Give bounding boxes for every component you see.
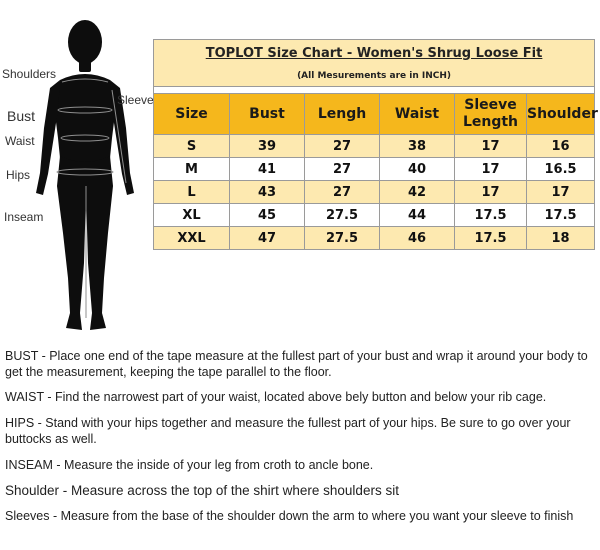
waist-cell: 46 [380,227,455,250]
sleeve-label: Sleeve [117,93,154,107]
sleeve-length-cell: 17.5 [455,204,527,227]
shoulder-cell: 16.5 [527,158,595,181]
inseam-label: Inseam [4,210,44,224]
bust-cell: 47 [230,227,305,250]
waist-cell: 40 [380,158,455,181]
sleeves-instruction: Sleeves - Measure from the base of the shoulder down the arm to where you want your sleeve to finish [5,509,574,523]
waist-cell: 42 [380,181,455,204]
column-header-size: Size [154,94,230,135]
bust-cell: 39 [230,135,305,158]
size-cell: XL [154,204,230,227]
size-chart-table [153,39,598,250]
sleeve-length-cell: 17 [455,135,527,158]
bust-cell: 41 [230,158,305,181]
shoulder-cell: 16 [527,135,595,158]
waist-cell: 38 [380,135,455,158]
bust-cell: 45 [230,204,305,227]
shoulder-cell: 17.5 [527,204,595,227]
shoulder-cell: 18 [527,227,595,250]
size-cell: L [154,181,230,204]
column-header-length: Lengh [305,94,380,135]
sleeve-length-cell: 17.5 [455,227,527,250]
length-cell: 27 [305,181,380,204]
shoulders-label: Shoulders [2,67,57,81]
length-cell: 27 [305,158,380,181]
column-header-waist: Waist [380,94,455,135]
waist-instruction: WAIST - Find the narrowest part of your waist, located above bely button and below your rib cage. [5,390,547,404]
table-row [154,204,595,227]
table-row [154,135,595,158]
table-header-row [154,94,595,135]
inseam-instruction: INSEAM - Measure the inside of your leg from croth to ancle bone. [5,458,374,472]
size-cell: M [154,158,230,181]
chart-subtitle: (All Mesurements are in INCH) [154,66,595,87]
length-cell: 27.5 [305,204,380,227]
sleeve-length-cell: 17 [455,181,527,204]
length-cell: 27.5 [305,227,380,250]
table-row [154,181,595,204]
table-row [154,227,595,250]
hips-label: Hips [6,168,31,182]
hips-instruction: HIPS - Stand with your hips together and measure the fullest part of your hips. Be sure to go over your buttocks as well. [5,416,571,446]
shoulder-cell: 17 [527,181,595,204]
column-header-bust: Bust [230,94,305,135]
sleeve-length-cell: 17 [455,158,527,181]
bust-cell: 43 [230,181,305,204]
waist-label: Waist [5,134,35,148]
column-header-shoulder: Shoulder [527,94,595,135]
column-header-sleeve-length: Sleeve Length [455,94,527,135]
chart-title: TOPLOT Size Chart - Women's Shrug Loose Fit [154,40,595,67]
shoulder-instruction: Shoulder - Measure across the top of the shirt where shoulders sit [5,483,399,498]
size-cell: XXL [154,227,230,250]
chart-spacer [154,87,595,94]
waist-cell: 44 [380,204,455,227]
table-row [154,158,595,181]
size-cell: S [154,135,230,158]
bust-instruction: BUST - Place one end of the tape measure at the fullest part of your bust and wrap it around your body to get the measurement, keeping the tape parallel to the floor. [5,349,588,379]
bust-label: Bust [7,108,36,124]
length-cell: 27 [305,135,380,158]
